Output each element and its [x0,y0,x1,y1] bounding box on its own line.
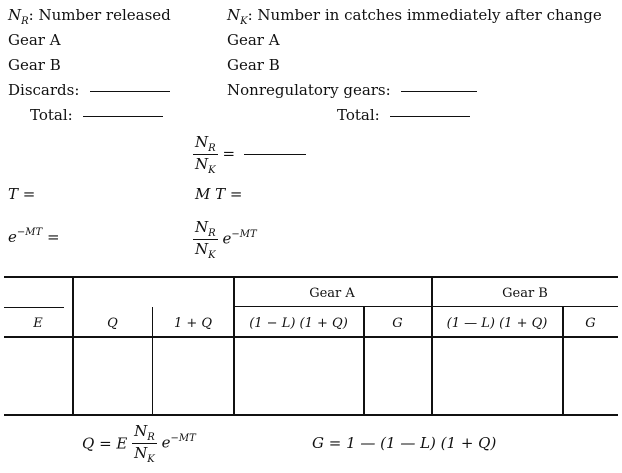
nr-symbol: N [8,6,22,24]
table-left-stub-rule [4,307,64,308]
total-label-left: Total: [30,106,73,124]
discards-label: Discards: [8,81,80,99]
total-blank-left[interactable] [83,116,163,117]
col-header-gear-b-g: G [585,316,596,331]
total-row-right [337,106,470,124]
q-frac-den-sub: K [147,454,155,465]
nr-subscript: R [21,16,29,27]
q-exp-base: e [161,433,171,452]
exp-frac-den: N [195,240,209,258]
exp-equals-left: = [46,228,60,246]
nonregulatory-blank[interactable] [401,91,477,92]
discards-blank[interactable] [90,91,170,92]
exp-power-left: −MT [16,227,43,238]
exp-power-right: −MT [231,228,257,240]
table-group-rule [233,306,618,307]
ratio-blank[interactable] [244,154,306,155]
nk-definition [227,6,602,27]
nonregulatory-row [227,81,477,99]
gear-b-label-left: Gear B [8,56,61,74]
q-formula [82,422,196,465]
table-bottom-rule [4,414,618,416]
nr-definition [8,6,171,27]
g-formula: G = 1 — (1 — L) (1 + Q) [312,434,497,452]
total-row-left [30,106,163,124]
q-exp-power: −MT [170,432,196,444]
exp-fraction [193,218,218,261]
nonregulatory-label: Nonregulatory gears: [227,81,391,99]
gear-b-label-right: Gear B [227,56,280,74]
exp-right [193,218,257,261]
group-header-gear-b: Gear B [502,286,548,301]
exp-base-right: e [222,229,232,248]
col-header-gear-b-product: (1 — L) (1 + Q) [446,316,548,331]
exp-frac-den-sub: K [208,250,216,261]
gear-a-label-left: Gear A [8,31,61,49]
nk-label: : Number in catches immediately after change [247,6,602,24]
col-header-gear-a-product: (1 − L) (1 + Q) [249,316,348,331]
q-frac-den: N [134,444,148,462]
nk-symbol: N [227,6,241,24]
col-divider-1 [72,276,74,415]
nk-subscript: K [240,16,248,27]
q-fraction [132,422,157,465]
total-blank-right[interactable] [390,116,470,117]
ratio-den-sub: K [208,165,216,176]
exp-base-left: e [8,228,17,246]
table-header-rule [4,336,618,338]
ratio-num-sub: R [208,143,216,154]
q-frac-num: N [134,422,148,440]
ratio-den: N [195,155,209,173]
table-top-rule [4,276,618,278]
ratio-equals: = [222,144,236,163]
group-header-gear-a: Gear A [309,286,355,301]
col-header-e: E [33,316,43,331]
ratio-formula [193,133,306,176]
mt-label: M T = [195,185,243,203]
col-header-q: Q [107,316,118,331]
exp-left [8,228,60,249]
gear-a-label-right: Gear A [227,31,280,49]
q-lhs: Q = E [82,434,128,453]
col-header-1-plus-q: 1 + Q [173,316,213,331]
exp-frac-num-sub: R [208,228,216,239]
discards-row [8,81,170,99]
total-label-right: Total: [337,106,380,124]
t-label: T = [8,185,36,203]
ratio-fraction [193,133,218,176]
nr-label: : Number released [28,6,171,24]
exp-frac-num: N [195,218,209,236]
col-header-gear-a-g: G [392,316,403,331]
q-frac-num-sub: R [147,432,155,443]
ratio-num: N [195,133,209,151]
